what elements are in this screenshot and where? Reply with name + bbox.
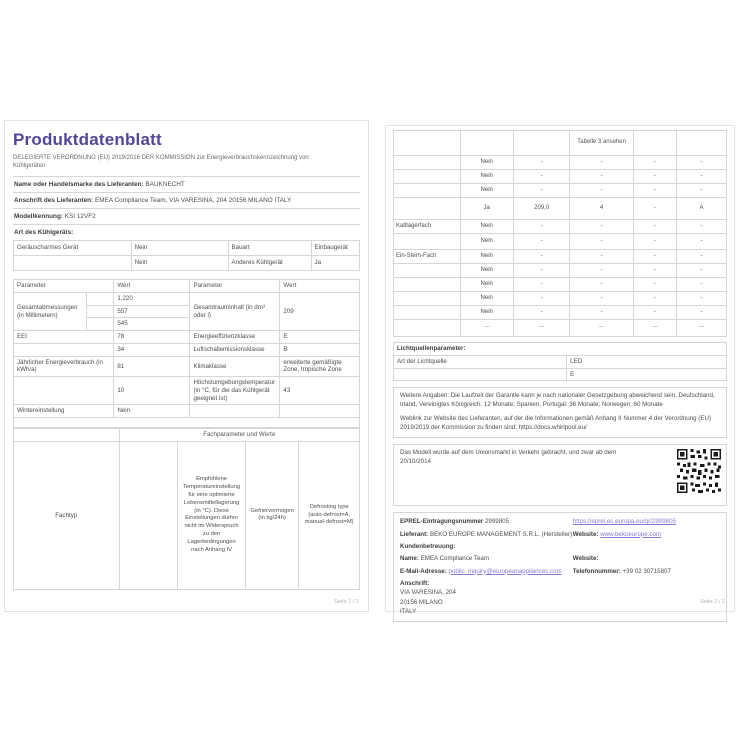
compartment-volume: -: [513, 234, 570, 250]
model-value: KSI 12VF2: [64, 212, 96, 220]
compartment-volume: -: [513, 306, 570, 320]
supplier-name-label: Name oder Handelsmarke des Lieferanten:: [14, 180, 144, 188]
compartment-label: [394, 306, 461, 320]
compartment-present: Nein: [460, 220, 513, 234]
compartment-label: [394, 198, 461, 220]
compartment-volume: -: [513, 292, 570, 306]
param-label: Klimaklasse: [190, 356, 280, 377]
param-value: E: [280, 331, 360, 344]
customer-service-heading: Kundenbetreuung:: [400, 542, 456, 550]
compartment-freeze: -: [633, 278, 676, 292]
table-row: [394, 198, 727, 220]
param-label: Jährlicher Energieverbrauch (in kWh/a): [14, 356, 114, 377]
compartment-defrost: -: [677, 250, 727, 264]
type-cell-label: Anderes Kühlgerät: [228, 256, 311, 271]
contact-name-value: EMEA Compliance Team: [420, 555, 489, 563]
weblink-text: Weblink zur Website des Lieferanten, auf der die Informationen gemäß Anhang II Nummer 4 der Verordnung (EU) 2019/2019 der Kommission zu finden sind: https://docs.whirlpool.eu/: [400, 415, 712, 432]
light-type-value: LED: [567, 355, 727, 368]
page-title: Produktdatenblatt: [13, 130, 162, 149]
address-line: 20156 MILANO: [400, 598, 443, 606]
compartment-present: Nein: [460, 170, 513, 184]
table-row: [394, 234, 727, 250]
phone-label: Telefonnummer:: [572, 567, 621, 575]
compartment-freeze: -: [633, 292, 676, 306]
wert-header: Wert: [280, 280, 360, 293]
table-row: [394, 184, 727, 198]
param-value: 81: [114, 356, 190, 377]
supplier-address-value: EMEA Compliance Team, VIA VARESINA, 204 20156 MILANO ITALY: [94, 196, 292, 204]
eprel-link[interactable]: https://eprel.ec.europa.eu/qr/2999805: [572, 518, 676, 526]
compartment-defrost: -: [677, 220, 727, 234]
contact-name-row-left: [400, 555, 573, 563]
param-label: Wintereinstellung: [14, 405, 114, 418]
model-row: [13, 208, 360, 224]
compartment-freeze: -: [633, 234, 676, 250]
spacer-row: [13, 418, 360, 428]
compartment-defrost: -: [677, 156, 727, 170]
qr-code: [677, 449, 721, 493]
compartment-present: Nein: [460, 278, 513, 292]
website-label: Website:: [572, 555, 599, 563]
compartment-volume: -: [513, 264, 570, 278]
compartment-label: [394, 292, 461, 306]
light-section-heading: Lichtquellenparameter:: [394, 343, 727, 356]
compartment-freeze: -: [633, 264, 676, 278]
compartment-defrost: -: [677, 278, 727, 292]
param-value: 78: [114, 331, 190, 344]
address-line: ITALY: [400, 608, 417, 616]
type-heading-row: [13, 224, 360, 240]
page1-footer: Seite 1 / 2: [334, 599, 359, 605]
compartment-defrost: -: [677, 292, 727, 306]
table-row: [14, 441, 360, 589]
cont-header-empty: [633, 131, 676, 156]
eprel-row-right: [573, 518, 720, 526]
compartment-temp: -: [570, 184, 633, 198]
table-row: [394, 156, 727, 170]
compartment-volume: 209,0: [513, 198, 570, 220]
compartment-temp: 4: [570, 198, 633, 220]
compartment-label: Kaltlagerfach: [394, 220, 461, 234]
address-line: VIA VARESINA, 204: [400, 589, 456, 597]
lieferant-row-left: [400, 531, 573, 539]
param-label: [190, 405, 280, 418]
type-cell-value: Nein: [131, 256, 228, 271]
email-label: E-Mail-Adresse:: [400, 567, 447, 575]
compartment-volume: -: [513, 250, 570, 264]
cont-header-table3: Tabelle 3 ansehen: [570, 131, 633, 156]
defrost-type-label: Defrosting type (auto-defrost=A, manual-defrost=M): [299, 441, 360, 589]
compartment-defrost: -: [677, 306, 727, 320]
table-header-row: [14, 429, 360, 442]
compartment-present: Ja: [460, 198, 513, 220]
table-row: [394, 264, 727, 278]
table-row: [14, 292, 360, 305]
table-header-row: [394, 343, 727, 356]
fach-empty-cell: [119, 441, 178, 589]
phone-value: +39 02 30715807: [622, 567, 671, 575]
table-row: [14, 256, 360, 271]
customer-service-heading-row: [400, 543, 720, 551]
compartment-label: [394, 156, 461, 170]
compartment-present: Nein: [460, 264, 513, 278]
eprel-number: 2999805: [484, 518, 510, 526]
compartment-defrost: —: [677, 320, 727, 337]
compartment-present: Nein: [460, 250, 513, 264]
compartment-label: [394, 170, 461, 184]
param-value: B: [280, 343, 360, 356]
contact-name-label: Name:: [400, 555, 419, 563]
page2-footer: Seite 2 / 2: [700, 599, 725, 605]
type-cell-value: Ja: [311, 256, 359, 271]
type-cell-value: Einbaugerät: [311, 241, 359, 256]
address-label: Anschrift:: [400, 579, 430, 587]
cont-header-empty: [394, 131, 461, 156]
cont-header-empty: [513, 131, 570, 156]
compartment-volume: -: [513, 170, 570, 184]
compartment-volume: -: [513, 278, 570, 292]
table-header-row: [394, 131, 727, 156]
compartment-defrost: -: [677, 264, 727, 278]
fach-header-empty: [14, 429, 120, 442]
compartment-present: Nein: [460, 306, 513, 320]
compartment-defrost: -: [677, 234, 727, 250]
param-value: 34: [114, 343, 190, 356]
param-label: EEI: [14, 331, 114, 344]
phone-row-right: [573, 568, 720, 576]
market-placement-box: [393, 444, 727, 506]
compartment-temp: -: [570, 278, 633, 292]
table-header-row: [14, 280, 360, 293]
dims-width-value: 557: [114, 305, 190, 318]
compartment-freeze: -: [633, 250, 676, 264]
table-row: [394, 306, 727, 320]
email-link[interactable]: public_inquiry@europeanappliances.com: [448, 567, 562, 575]
contact-name-row-right: [573, 555, 720, 563]
volume-label: Gesamtrauminhalt (in dm³ oder l): [190, 292, 280, 330]
param-label: Höchstumgebungstemperatur (in °C, für die das Kühlgerät geeignet ist): [190, 377, 280, 405]
param-value: erweiterte gemäßigte Zone, tropische Zone: [280, 356, 360, 377]
compartment-freeze: -: [633, 220, 676, 234]
compartment-present: Nein: [460, 292, 513, 306]
dims-subcell: [86, 305, 114, 318]
supplier-name-row: [13, 176, 360, 192]
type-cell-value: Nein: [131, 241, 228, 256]
table-row: [14, 377, 360, 405]
fachtyp-label: Fachtyp: [14, 441, 120, 589]
fach-header: Fachparameter und Werte: [119, 429, 359, 442]
dims-label: Gesamtabmessungen (in Millimetern): [14, 292, 87, 330]
compartment-volume: -: [513, 184, 570, 198]
compartment-label: [394, 278, 461, 292]
page-2: [385, 125, 735, 616]
param-label: Luftschallemissionsklasse: [190, 343, 280, 356]
compartment-freeze: -: [633, 156, 676, 170]
dims-subcell: [86, 292, 114, 305]
table-row: [14, 405, 360, 418]
email-row-left: [400, 568, 573, 576]
param-value: [280, 405, 360, 418]
type-cell-label: Geräuscharmes Gerät: [14, 241, 132, 256]
dims-height-value: 1.220: [114, 292, 190, 305]
dims-subcell: [86, 318, 114, 331]
address-block: [400, 580, 573, 616]
compartment-label: Ein-Stern-Fach: [394, 250, 461, 264]
compartment-label: [394, 184, 461, 198]
compartment-defrost: -: [677, 184, 727, 198]
lieferant-value: BEKO EUROPE MANAGEMENT S.R.L. (Hersteller): [429, 530, 573, 538]
param-header: Parameter: [190, 280, 280, 293]
supplier-name-value: BAUKNECHT: [145, 180, 185, 188]
param-label: [14, 377, 114, 405]
parameter-table: [13, 279, 360, 418]
regulation-subtitle: DELEGIERTE VERORDNUNG (EU) 2019/2016 DER KOMMISSION zur Energieverbrauchskennzeichnung von Kühlgeräten: [13, 155, 309, 170]
table-row: [14, 343, 360, 356]
compartment-temp: -: [570, 220, 633, 234]
compartment-freeze: -: [633, 198, 676, 220]
cont-header-empty: [677, 131, 727, 156]
compartment-temp: —: [570, 320, 633, 337]
cont-header-empty: [460, 131, 513, 156]
compartment-freeze: -: [633, 170, 676, 184]
dims-depth-value: 545: [114, 318, 190, 331]
light-class-label: [394, 368, 567, 381]
compartment-temp: -: [570, 264, 633, 278]
type-cell-label: Bauart: [228, 241, 311, 256]
type-cell-label: [14, 256, 132, 271]
lieferant-label: Lieferant:: [400, 530, 429, 538]
table-row: [14, 241, 360, 256]
model-label: Modellkennung:: [14, 212, 63, 220]
compartment-freeze: -: [633, 184, 676, 198]
table-row: [14, 331, 360, 344]
compartment-freeze: -: [633, 306, 676, 320]
compartment-volume: -: [513, 156, 570, 170]
table-row: [394, 292, 727, 306]
compartment-present: Nein: [460, 156, 513, 170]
eprel-row-left: [400, 518, 573, 526]
compartment-freeze: —: [633, 320, 676, 337]
compartment-present: Nein: [460, 234, 513, 250]
type-heading: Art des Kühlgeräts:: [14, 228, 74, 236]
compartment-temp: -: [570, 170, 633, 184]
compartment-defrost: A: [677, 198, 727, 220]
light-type-label: Art der Lichtquelle: [394, 355, 567, 368]
param-label: [14, 343, 114, 356]
table-row: [14, 356, 360, 377]
table-row: [394, 355, 727, 368]
param-value: Nein: [114, 405, 190, 418]
compartment-temp: -: [570, 234, 633, 250]
website-label: Website:: [572, 530, 599, 538]
table-row: [394, 320, 727, 337]
compartment-label: [394, 320, 461, 337]
compartment-defrost: -: [677, 170, 727, 184]
warranty-text: Weitere Angaben: Die Laufzeit der Garantie kann je nach nationaler Gesetzgebung abweichend sein. Deutschland, Irland, Vereinigtes Königreich: 12 Monate; Spanien, Portugal: 36 Monate; Norwegen: 60 Monate: [400, 392, 715, 409]
compartment-label: [394, 264, 461, 278]
supplier-address-label: Anschrift des Lieferanten:: [14, 196, 94, 204]
light-source-table: [393, 342, 727, 381]
table-row: [394, 278, 727, 292]
eprel-label: EPREL-Eintragungsnummer: [400, 518, 484, 526]
supplier-address-row: [13, 192, 360, 208]
light-class-value: E: [567, 368, 727, 381]
compartment-present: Nein: [460, 184, 513, 198]
table-row: [394, 220, 727, 234]
compartment-volume: -: [513, 220, 570, 234]
table-row: [394, 250, 727, 264]
compartment-temp: -: [570, 156, 633, 170]
market-placement-text: Das Modell wurde auf dem Unionsmarkt in Verkehr gebracht, und zwar ab dem 20/10/2014: [400, 449, 617, 466]
table-row: [394, 170, 727, 184]
table-row: [394, 368, 727, 381]
wert-header: Wert: [114, 280, 190, 293]
param-label: Energieeffizienzklasse: [190, 331, 280, 344]
additional-info-box: [393, 387, 727, 438]
appliance-type-table: [13, 240, 360, 271]
compartment-volume: —: [513, 320, 570, 337]
page-1: [4, 120, 369, 612]
compartment-present: —: [460, 320, 513, 337]
param-header: Parameter: [14, 280, 114, 293]
compartment-label: [394, 234, 461, 250]
compartment-table-continued: [393, 130, 727, 337]
param-value: 10: [114, 377, 190, 405]
supplier-website-link[interactable]: www.bekoeurope.com: [600, 530, 662, 538]
address-block-right-empty: [573, 580, 720, 616]
param-value: 43: [280, 377, 360, 405]
compartment-table: [13, 428, 360, 590]
compartment-temp: -: [570, 250, 633, 264]
volume-value: 209: [280, 292, 360, 330]
lieferant-row-right: [573, 531, 720, 539]
compartment-temp: -: [570, 292, 633, 306]
supplier-contact-box: [393, 512, 727, 622]
compartment-temp: -: [570, 306, 633, 320]
freezing-capacity-label: Gefriervermögen (in kg/24h): [245, 441, 299, 589]
temp-setting-text: Empfohlene Temperatureinstellung für eine optimierte Lebensmittellagerung (in °C). Diese Einstellungen dürfen nicht im Widerspruch zu den Lagerbedingungen nach Anhang IV: [178, 441, 245, 589]
